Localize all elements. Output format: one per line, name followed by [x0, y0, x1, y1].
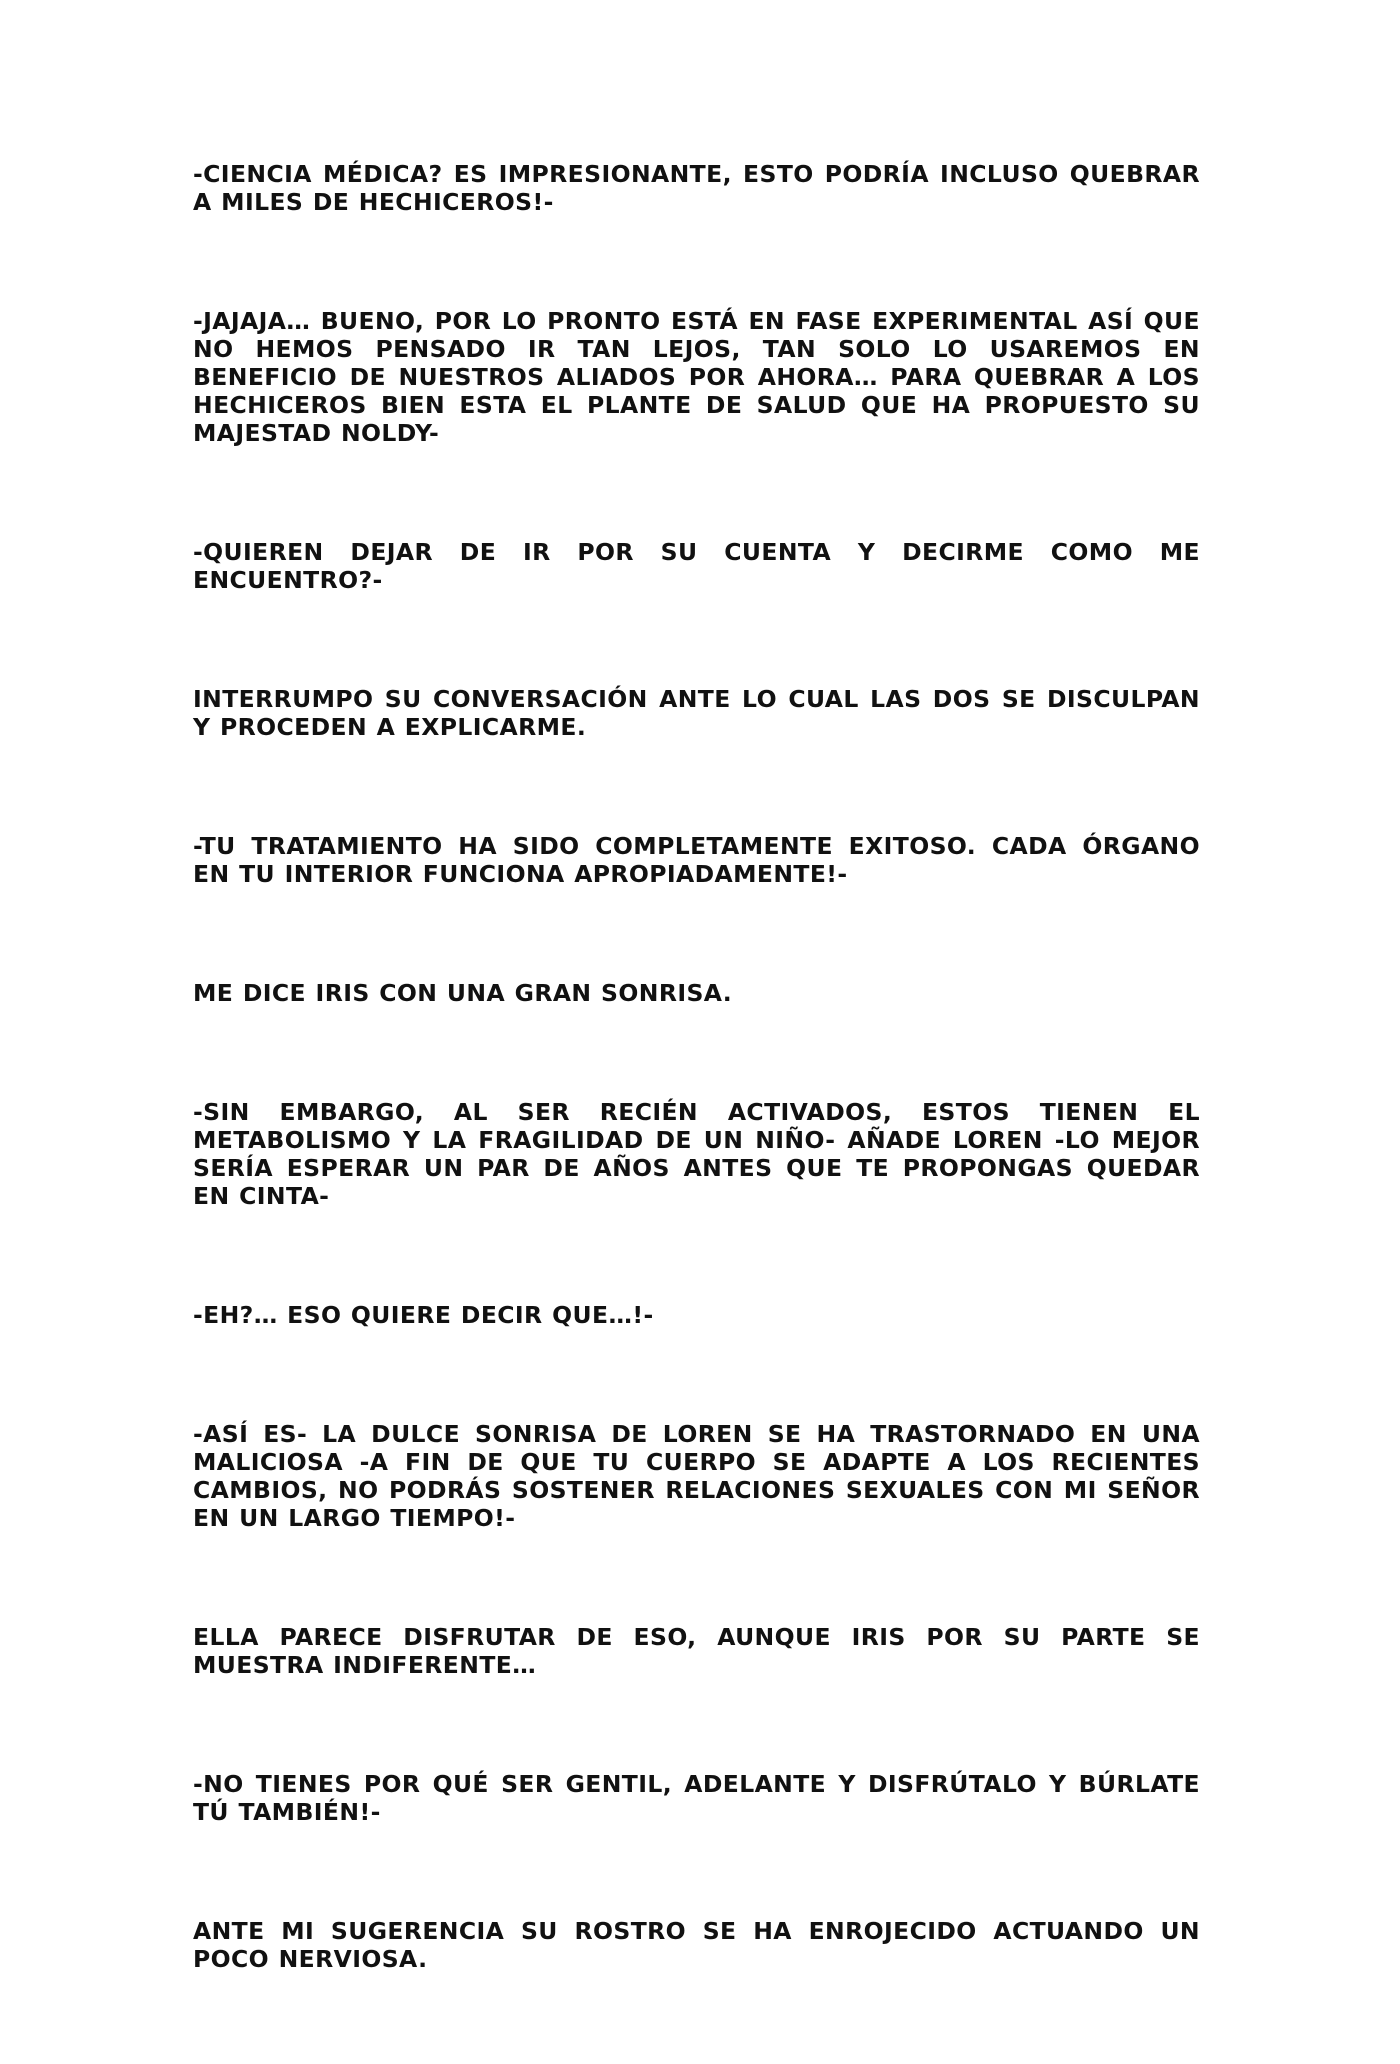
paragraph-8: -EH?… ESO QUIERE DECIR QUE…!-	[193, 1301, 654, 1329]
paragraph-9: -ASÍ ES- LA DULCE SONRISA DE LOREN SE HA TRASTORNADO EN UNA MALICIOSA -A FIN DE QUE TU CUERPO SE ADAPTE A LOS RECIENTES CAMBIOS, NO PODRÁS SOSTENER RELACIONES SEXUALES CON MI SEÑOR EN UN LARGO TIEMPO!-	[193, 1420, 1200, 1532]
paragraph-11: -NO TIENES POR QUÉ SER GENTIL, ADELANTE Y DISFRÚTALO Y BÚRLATE TÚ TAMBIÉN!-	[193, 1770, 1200, 1826]
paragraph-2: -JAJAJA… BUENO, POR LO PRONTO ESTÁ EN FASE EXPERIMENTAL ASÍ QUE NO HEMOS PENSADO IR TAN LEJOS, TAN SOLO LO USAREMOS EN BENEFICIO DE NUESTROS ALIADOS POR AHORA… PARA QUEBRAR A LOS HECHICEROS BIEN ESTA EL PLANTE DE SALUD QUE HA PROPUESTO SU MAJESTAD NOLDY-	[193, 307, 1200, 447]
paragraph-3: -QUIEREN DEJAR DE IR POR SU CUENTA Y DECIRME COMO ME ENCUENTRO?-	[193, 538, 1200, 594]
paragraph-7: -SIN EMBARGO, AL SER RECIÉN ACTIVADOS, ESTOS TIENEN EL METABOLISMO Y LA FRAGILIDAD DE UN NIÑO- AÑADE LOREN -LO MEJOR SERÍA ESPERAR UN PAR DE AÑOS ANTES QUE TE PROPONGAS QUEDAR EN CINTA-	[193, 1098, 1200, 1210]
document-body	[193, 160, 1200, 2064]
paragraph-12: ANTE MI SUGERENCIA SU ROSTRO SE HA ENROJECIDO ACTUANDO UN POCO NERVIOSA.	[193, 1917, 1200, 1973]
paragraph-6: ME DICE IRIS CON UNA GRAN SONRISA.	[193, 979, 733, 1007]
paragraph-4: INTERRUMPO SU CONVERSACIÓN ANTE LO CUAL LAS DOS SE DISCULPAN Y PROCEDEN A EXPLICARME.	[193, 685, 1200, 741]
paragraph-10: ELLA PARECE DISFRUTAR DE ESO, AUNQUE IRIS POR SU PARTE SE MUESTRA INDIFERENTE…	[193, 1623, 1200, 1679]
paragraph-1: -CIENCIA MÉDICA? ES IMPRESIONANTE, ESTO PODRÍA INCLUSO QUEBRAR A MILES DE HECHICEROS!-	[193, 160, 1200, 216]
paragraph-5: -TU TRATAMIENTO HA SIDO COMPLETAMENTE EXITOSO. CADA ÓRGANO EN TU INTERIOR FUNCIONA APROPIADAMENTE!-	[193, 832, 1200, 888]
